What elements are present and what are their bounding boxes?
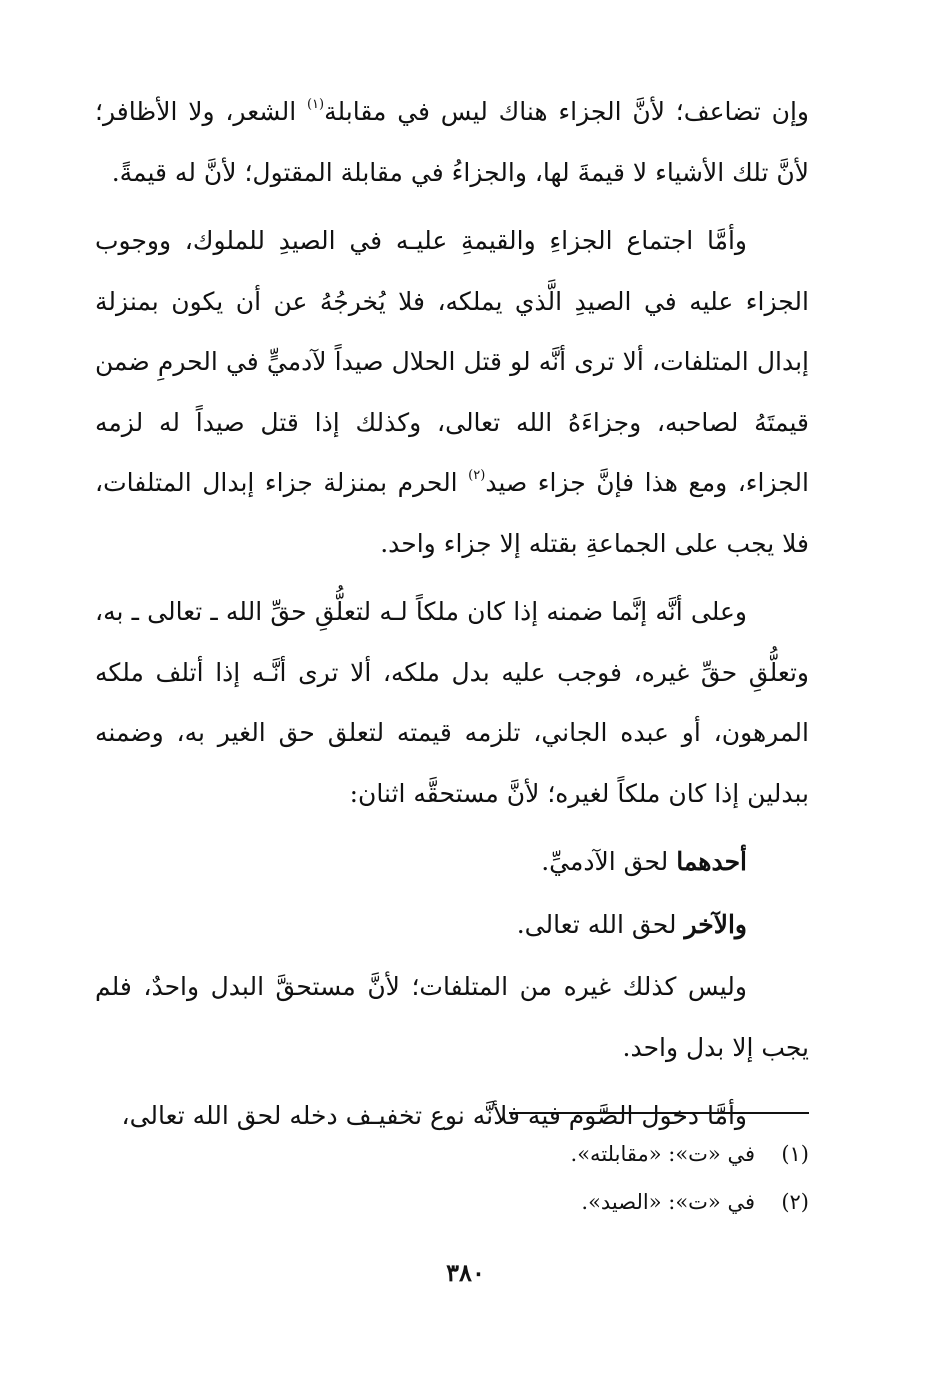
page-number: ٣٨٠	[446, 1258, 485, 1287]
footnote-2-text: في «ت»: «الصيد».	[581, 1190, 755, 1214]
footnote-marker-2: (٢)	[468, 468, 486, 483]
footnote-2-number: (٢)	[781, 1190, 809, 1214]
list-item-second-text: لحق الله تعالى.	[516, 909, 685, 939]
footnote-2	[95, 1178, 809, 1226]
paragraph-1	[95, 82, 809, 203]
paragraph-2-text-a: وأمَّا اجتماع الجزاءِ والقيمةِ عليـه في الصيدِ للملوك، ووجوب الجزاء عليه في الصيدِ الَّذي يملكه، فلا يُخرجُهُ عن أن يكون بمنزلة إبدال المتلفات، ألا ترى أنَّه لو قتل الحلال صيداً لآدميٍّ في الحرمِ ضمن قيمتَهُ لصاحبه، وجزاءَهُ الله تعالى، وكذلك إذا قتل صيداً له لزمه الجزاء، ومع هذا فإنَّ جزاء صيد	[95, 226, 809, 497]
footnote-1-number: (١)	[781, 1142, 809, 1166]
paragraph-4: وليس كذلك غيره من المتلفات؛ لأنَّ مستحقَّ البدل واحدٌ، فلم يجب إلا بدل واحد.	[95, 972, 809, 1062]
list-item-second	[95, 895, 809, 956]
footnote-1-text: في «ت»: «مقابلته».	[570, 1142, 755, 1166]
paragraph-2	[95, 211, 809, 574]
list-item-first	[95, 832, 809, 893]
paragraph-1-text-b: الشعر، ولا الأظافر؛ لأنَّ تلك الأشياء لا قيمةَ لها، والجزاءُ في مقابلة المقتول؛ لأنَّ له قيمةً.	[95, 97, 809, 187]
paragraph-3: وعلى أنَّه إنَّما ضمنه إذا كان ملكاً لـه لتعلُّقِ حقِّ الله ـ تعالى ـ به، وتعلُّقِ حقِّ غيره، فوجب عليه بدل ملكه، ألا ترى أنَّـه إذا أتلف ملكه المرهون، أو عبده الجاني، تلزمه قيمته لتعلق حق الغير به، وضمنه ببدلين إذا كان ملكاً لغيره؛ لأنَّ مستحقَّه اثنان:	[95, 597, 809, 808]
footnote-separator	[509, 1112, 809, 1114]
list-item-second-lead: والآخر	[684, 909, 747, 939]
main-text	[95, 82, 809, 1155]
footnote-marker-1: (١)	[306, 97, 325, 112]
list-item-first-lead: أحدهما	[676, 847, 747, 876]
list-item-first-text: لحق الآدميِّ.	[541, 847, 677, 876]
footnotes	[95, 1130, 809, 1226]
paragraph-2-text-b: الحرم بمنزلة جزاء إبدال المتلفات، فلا يجب على الجماعةِ بقتله إلا جزاء واحد.	[95, 468, 809, 558]
paragraph-5: وأمَّا دخول الصَّوم فيه فلأنَّه نوع تخفيـف دخله لحق الله تعالى،	[121, 1101, 747, 1130]
paragraph-1-text-a: وإن تضاعف؛ لأنَّ الجزاء هناك ليس في مقابلة	[324, 97, 809, 126]
footnote-1	[95, 1130, 809, 1178]
